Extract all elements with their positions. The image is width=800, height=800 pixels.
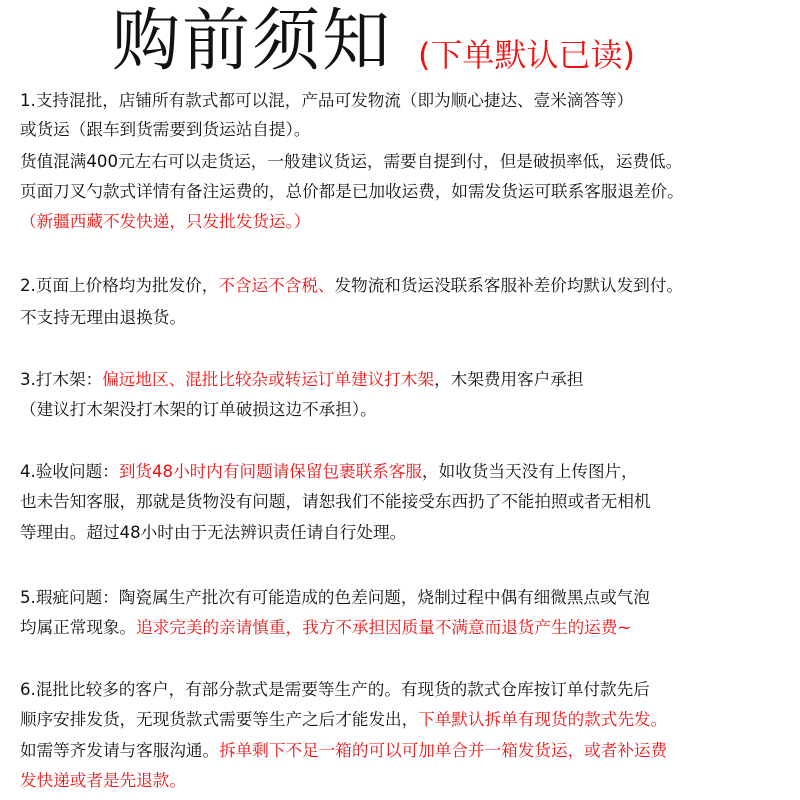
notice-line — [20, 181, 684, 203]
highlighted-text: 下单默认拆单有现货的款式先发。 — [418, 710, 668, 729]
notice-line — [20, 617, 631, 639]
notice-text: 页面刀叉勺款式详情有备注运费的，总价都是已加收运费，如需发货运可联系客服退差价。 — [20, 182, 684, 201]
highlighted-text: 偏远地区、混批比较杂或转运订单建议打木架 — [102, 370, 435, 389]
notice-text: 或货运（跟车到货需要到货运站自提）。 — [20, 120, 311, 139]
notice-line — [20, 151, 682, 173]
notice-text: 顺序安排发货，无现货款式需要等生产之后才能发出， — [20, 710, 419, 729]
notice-text: 6.混批比较多的客户，有部分款式是需要等生产的。有现货的款式仓库按订单付款先后 — [20, 680, 650, 699]
page-subtitle: (下单默认已读) — [418, 36, 635, 74]
notice-line — [20, 679, 650, 701]
notice-line — [20, 709, 667, 731]
notice-text: 5.瑕疵问题：陶瓷属生产批次有可能造成的色差问题，烧制过程中偶有细微黑点或气泡 — [20, 588, 650, 607]
notice-line — [20, 587, 650, 609]
notice-text: （建议打木架没打木架的订单破损这边不承担）。 — [20, 400, 377, 419]
highlighted-text: 追求完美的亲请慎重，我方不承担因质量不满意而退货产生的运费~ — [136, 618, 632, 637]
page-title: 购前须知 — [112, 2, 393, 81]
notice-text: 均属正常现象。 — [20, 618, 137, 637]
notice-text: 如需等齐发请与客服沟通。 — [20, 741, 220, 760]
notice-line — [20, 369, 583, 391]
notice-line — [20, 491, 651, 513]
notice-text: 也未告知客服，那就是货物没有问题，请恕我们不能接受东西扔了不能拍照或者无相机 — [20, 492, 651, 511]
highlighted-text: 拆单剩下不足一箱的可以可加单合并一箱发货运，或者补运费 — [219, 741, 668, 760]
notice-line — [20, 740, 667, 762]
highlighted-text: 发快递或者是先退款。 — [20, 771, 186, 790]
notice-line — [20, 399, 377, 421]
notice-text: 1.支持混批，店铺所有款式都可以混，产品可发物流（即为顺心捷达、壹米滴答等） — [20, 91, 634, 110]
notice-text: 货值混满400元左右可以走货运，一般建议货运，需要自提到付，但是破损率低，运费低。 — [20, 152, 683, 171]
notice-line — [20, 522, 406, 544]
notice-text: ，如收货当天没有上传图片， — [422, 462, 638, 481]
notice-text: ，木架费用客户承担 — [434, 370, 584, 389]
notice-line — [20, 211, 310, 233]
notice-text: 等理由。超过48小时由于无法辨识责任请自行处理。 — [20, 523, 407, 542]
notice-text: 4.验收问题： — [20, 462, 119, 481]
notice-line — [20, 461, 638, 483]
notice-line — [20, 307, 186, 329]
highlighted-text: 到货48小时内有问题请保留包裹联系客服 — [118, 462, 423, 481]
notice-line — [20, 770, 186, 792]
notice-text: 3.打木架： — [20, 370, 103, 389]
highlighted-text: （新疆西藏不发快递，只发批发货运。） — [20, 212, 311, 231]
notice-line — [20, 275, 683, 297]
notice-line — [20, 90, 633, 112]
notice-text: 发物流和货运没联系客服补差价均默认发到付。 — [334, 276, 683, 295]
notice-text: 不支持无理由退换货。 — [20, 308, 186, 327]
notice-line — [20, 119, 310, 141]
highlighted-text: 不含运不含税、 — [218, 276, 335, 295]
notice-text: 2.页面上价格均为批发价， — [20, 276, 219, 295]
